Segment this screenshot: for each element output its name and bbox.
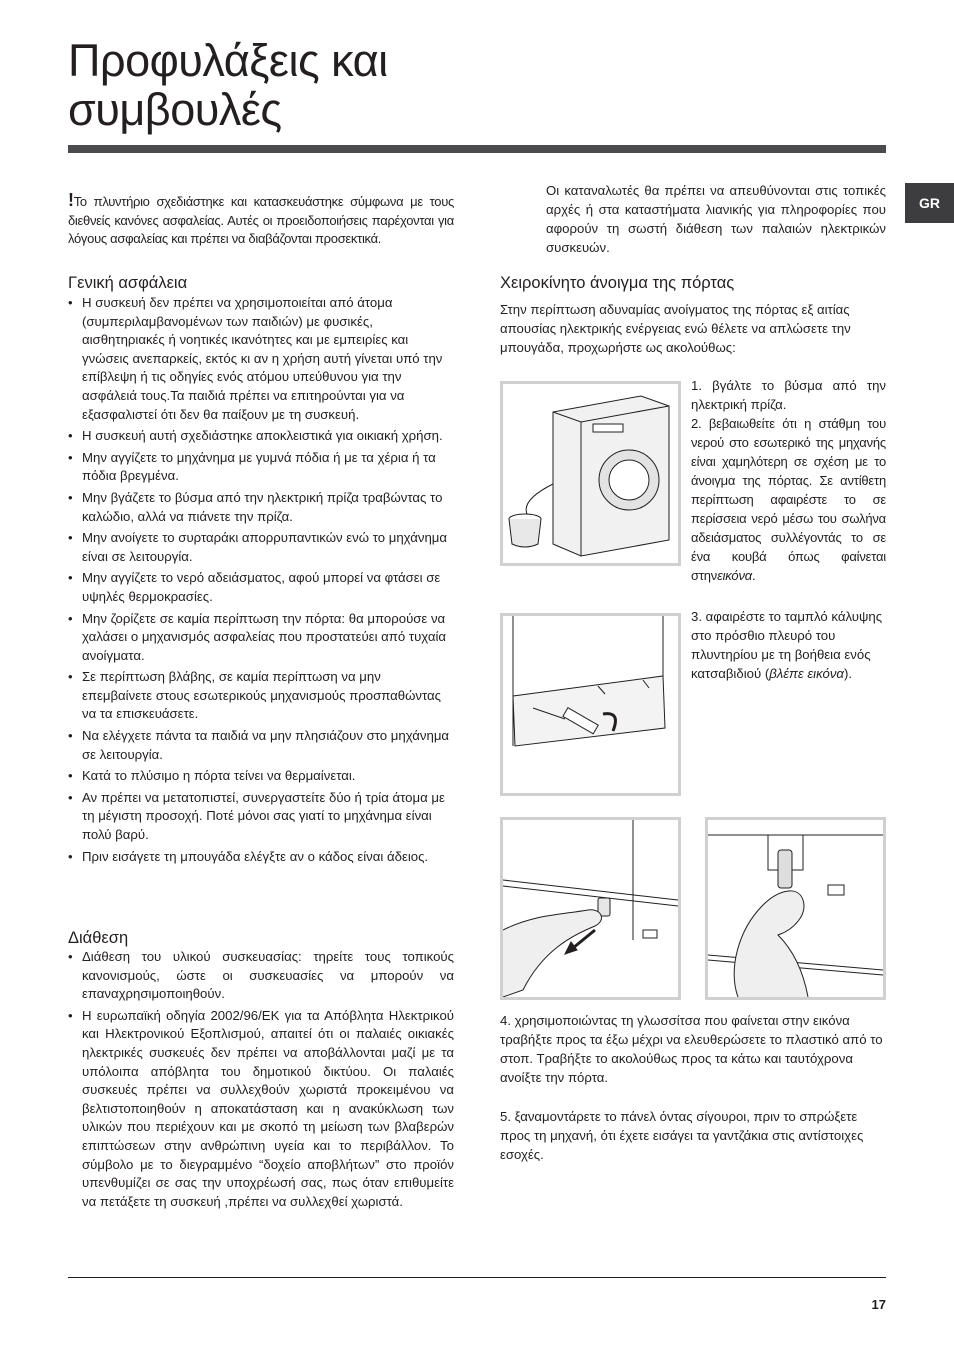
figure-pull-down bbox=[705, 817, 886, 1000]
general-safety-heading: Γενική ασφάλεια bbox=[68, 274, 188, 292]
step-3-text: 3. αφαιρέστε το ταμπλό κάλυψης στο πρόσθιο πλευρό του πλυντηρίου με τη βοήθεια ενός κατσαβιδιού ( bbox=[691, 609, 883, 681]
footer-rule bbox=[68, 1277, 886, 1278]
hand-pull-down-illustration bbox=[708, 820, 883, 997]
list-item: • Μην ζορίζετε σε καμία περίπτωση την πόρτα: θα μπορούσε να χαλάσει ο μηχανισμός ασφαλείας που προστατεύει από τυχαία ανοίγματα. bbox=[68, 610, 454, 666]
title-rule bbox=[68, 145, 886, 153]
intro-text: Το πλυντήριο σχεδιάστηκε και κατασκευάστηκε σύμφωνα με τους διεθνείς κανόνες ασφαλείας. Αυτές οι προειδοποιήσεις παρέχονται για λόγους ασφαλείας και πρέπει να διαβάζονται προσεκτικά. bbox=[68, 194, 454, 247]
step-5: 5. ξαναμοντάρετε το πάνελ όντας σίγουροι, πριν το σπρώξετε προς τη μηχανή, ότι έχετε εισάγει τα γαντζάκια στις αντίστοιχες εσοχές. bbox=[500, 1109, 864, 1162]
list-item: • Κατά το πλύσιμο η πόρτα τείνει να θερμαίνεται. bbox=[68, 767, 454, 786]
warning-icon: ! bbox=[68, 190, 74, 210]
list-item: • Η ευρωπαϊκή οδηγία 2002/96/ΕΚ για τα Απόβλητα Ηλεκτρικού και Ηλεκτρονικού Εξοπλισμού, απαιτεί ότι οι παλαιές οικιακές ηλεκτρικές συσκευές δεν πρέπει να αποβάλλονται μαζί με τα υπόλοιπα απόβλητα του δημοτικού δικτύου. Οι παλαιές συσκευές πρέπει να συλλεχθούν χωριστά προκειμένου να βελτιστοποιηθούν η αποκατάσταση και η ανακύκλωση των υλικών που περιέχουν και με σκοπό τη μείωση των βλαβερών επιπτώσεων στην ανθρώπινη υγεία και το περιβάλλον. Το σύμβολο με το διεγραμμένο “δοχείο αποβλήτων” στο προϊόν υπενθυμίζει σε σας την υποχρέωσή σας, πως όταν επιθυμείτε να πετάξετε τη συσκευή ,πρέπει να συλλεχθεί χωριστά. bbox=[68, 1007, 454, 1212]
manual-door-heading: Χειροκίνητο άνοιγμα της πόρτας bbox=[500, 274, 735, 292]
figure-pull-tab bbox=[500, 817, 681, 1000]
figure-remove-panel bbox=[500, 613, 681, 796]
hand-pull-tab-illustration bbox=[503, 820, 678, 997]
page-number: 17 bbox=[871, 1297, 886, 1312]
figure-drain-bucket bbox=[500, 381, 681, 566]
disposal-continued: Οι καταναλωτές θα πρέπει να απευθύνονται στις τοπικές αρχές ή στα καταστήματα λιανικής για πληροφορίες που αφορούν τη σωστή διάθεση των παλαιών ηλεκτρικών συσκευών. bbox=[546, 183, 886, 255]
list-item: • Μην αγγίζετε το μηχάνημα με γυμνά πόδια ή με τα χέρια ή τα πόδια βρεγμένα. bbox=[68, 449, 454, 486]
list-item: • Μην βγάζετε το βύσμα από την ηλεκτρική πρίζα τραβώντας το καλώδιο, αλλά να πιάνετε την πρίζα. bbox=[68, 489, 454, 526]
step-4: 4. χρησιμοποιώντας τη γλωσσίτσα που φαίνεται στην εικόνα τραβήξτε προς τα έξω μέχρι να ελευθερώσετε το πλαστικό από το στοπ. Τραβήξτε το ακολούθως προς τα κάτω και ταυτόχρονα ανοίξτε την πόρτα. bbox=[500, 1013, 883, 1085]
list-item: • Διάθεση του υλικού συσκευασίας: τηρείτε τους τοπικούς κανονισμούς, ώστε οι συσκευασίες να μπορούν να επαναχρησιμοποιηθούν. bbox=[68, 948, 454, 1004]
step-3-end: ). bbox=[843, 666, 853, 681]
manual-door-intro: Στην περίπτωση αδυναμίας ανοίγματος της πόρτας εξ αιτίας απουσίας ηλεκτρικής ενέργειας ενώ θέλετε να απλώσετε την μπουγάδα, προχωρήστε ως ακολούθως: bbox=[500, 302, 851, 355]
step-1: 1. βγάλτε το βύσμα από την ηλεκτρική πρίζα. bbox=[691, 378, 886, 412]
step-3 bbox=[691, 607, 886, 683]
general-safety-list bbox=[68, 294, 454, 869]
list-item: • Η συσκευή αυτή σχεδιάστηκε αποκλειστικά για οικιακή χρήση. bbox=[68, 427, 454, 446]
step-3-emphasis: βλέπε εικόνα bbox=[769, 666, 844, 681]
list-item: • Η συσκευή δεν πρέπει να χρησιμοποιείται από άτομα (συμπεριλαμβανομένων των παιδιών) με φυσικές, αισθητηριακές ή νοητικές ικανότητες και με εμπειρίες και γνώσεις ανεπαρκείς, εκτός κι αν η χρήση αυτή γίνεται υπό την επίβλεψη ή τις οδηγίες ενός ατόμου υπεύθυνου για την ασφάλειά τους.Τα παιδιά πρέπει να επιτηρούνται για να εξασφαλιστεί ότι δεν θα παίξουν με τη συσκευή. bbox=[68, 294, 454, 424]
intro-warning bbox=[68, 190, 454, 249]
page-title-line2: συμβουλές bbox=[68, 84, 282, 135]
washing-machine-drain-illustration bbox=[503, 384, 678, 563]
page-title-line1: Προφυλάξεις και bbox=[68, 35, 388, 86]
list-item: • Μην αγγίζετε το νερό αδειάσματος, αφού μπορεί να φτάσει σε υψηλές θερμοκρασίες. bbox=[68, 569, 454, 606]
list-item: • Να ελέγχετε πάντα τα παιδιά να μην πλησιάζουν στο μηχάνημα σε λειτουργία. bbox=[68, 727, 454, 764]
list-item: • Μην ανοίγετε το συρταράκι απορρυπαντικών ενώ το μηχάνημα είναι σε λειτουργία. bbox=[68, 529, 454, 566]
disposal-heading: Διάθεση bbox=[68, 929, 129, 947]
list-item: • Αν πρέπει να μετατοπιστεί, συνεργαστείτε δύο ή τρία άτομα με τη μέγιστη προσοχή. Ποτέ μόνοι σας γιατί το μηχάνημα είναι πολύ βαρύ. bbox=[68, 789, 454, 845]
list-item: • Πριν εισάγετε τη μπουγάδα ελέγξτε αν ο κάδος είναι άδειος. bbox=[68, 848, 454, 867]
page-title bbox=[68, 36, 768, 134]
screwdriver-panel-illustration bbox=[503, 616, 678, 793]
language-tab: GR bbox=[905, 183, 954, 223]
step-2-end: . bbox=[751, 568, 756, 583]
step-2-emphasis: εικόνα bbox=[717, 568, 752, 583]
step-2-text: 2. βεβαιωθείτε ότι η στάθμη του νερού στο εσωτερικό της μηχανής είναι χαμηλότερη σε σχέση με το άνοιγμα της πόρτας. Σε αντίθετη περίπτωση αφαιρέστε το σε περίσσεια νερό μέσω του σωλήνα αδειάσματος συλλέγοντάς το σε ένα κουβά όπως φαίνεται στην bbox=[691, 416, 886, 583]
list-item: • Σε περίπτωση βλάβης, σε καμία περίπτωση να μην επεμβαίνετε στους εσωτερικούς μηχανισμούς προσπαθώντας να τα επισκευάσετε. bbox=[68, 668, 454, 724]
disposal-list bbox=[68, 948, 454, 1214]
step-2 bbox=[691, 414, 886, 585]
